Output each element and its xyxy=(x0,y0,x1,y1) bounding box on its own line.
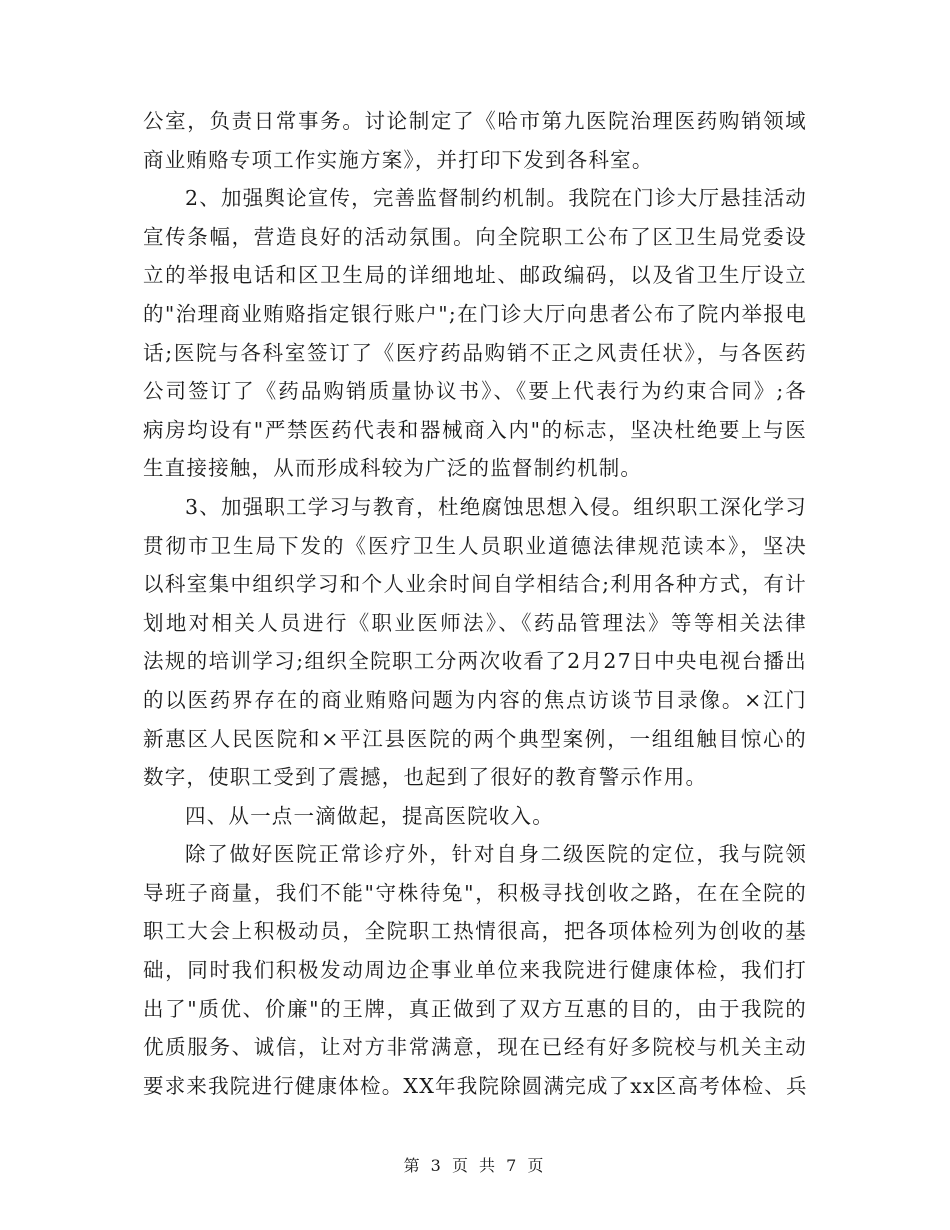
text-line: 导班子商量，我们不能"守株待兔"，积极寻找创收之路，在在全院的 xyxy=(143,880,807,905)
text-line: 础，同时我们积极发动周边企事业单位来我院进行健康体检，我们打 xyxy=(143,958,807,983)
section-heading xyxy=(143,797,807,836)
text-line: 以科室集中组织学习和个人业余时间自学相结合;利用各种方式，有计 xyxy=(143,572,807,597)
text-line: 宣传条幅，营造良好的活动氛围。向全院职工公布了区卫生局党委设 xyxy=(143,224,807,249)
text-line: 四、从一点一滴做起，提高医院收入。 xyxy=(185,803,554,828)
text-line: 贯彻市卫生局下发的《医疗卫生人员职业道德法律规范读本》，坚决 xyxy=(143,533,807,558)
text-line: 优质服务、诚信，让对方非常满意，现在已经有好多院校与机关主动 xyxy=(143,1035,807,1060)
paragraph xyxy=(143,488,807,797)
text-line: 商业贿赂专项工作实施方案》，并打印下发到各科室。 xyxy=(143,147,654,172)
text-line: 除了做好医院正常诊疗外，针对自身二级医院的定位，我与院领 xyxy=(185,842,807,867)
text-line: 新惠区人民医院和×平江县医院的两个典型案例，一组组触目惊心的 xyxy=(143,726,807,751)
document-body xyxy=(143,102,807,1105)
text-line: 要求来我院进行健康体检。XX年我院除圆满完成了xx区高考体检、兵 xyxy=(143,1073,808,1098)
text-line: 公室，负责日常事务。讨论制定了《哈市第九医院治理医药购销领域 xyxy=(143,109,807,133)
text-line: 职工大会上积极动员，全院职工热情很高，把各项体检列为创收的基 xyxy=(143,919,807,944)
page-number-footer: 第 3 页 共 7 页 xyxy=(403,1156,547,1175)
paragraph xyxy=(143,179,807,488)
text-line: 划地对相关人员进行《职业医师法》、《药品管理法》等等相关法律 xyxy=(143,610,807,635)
paragraph xyxy=(143,835,807,1105)
text-line: 病房均设有"严禁医药代表和器械商入内"的标志，坚决杜绝要上与医 xyxy=(143,417,807,442)
text-line: 的"治理商业贿赂指定银行账户";在门诊大厅向患者公布了院内举报电 xyxy=(143,301,807,326)
text-line: 话;医院与各科室签订了《医疗药品购销不正之风责任状》，与各医药 xyxy=(143,340,807,365)
text-line: 3、加强职工学习与教育，杜绝腐蚀思想入侵。组织职工深化学习 xyxy=(185,494,807,519)
text-line: 立的举报电话和区卫生局的详细地址、邮政编码，以及省卫生厅设立 xyxy=(143,263,807,288)
text-line: 生直接接触，从而形成科较为广泛的监督制约机制。 xyxy=(143,456,643,481)
text-line: 数字，使职工受到了震撼，也起到了很好的教育警示作用。 xyxy=(143,765,708,790)
paragraph xyxy=(143,102,807,179)
text-line: 公司签订了《药品购销质量协议书》、《要上代表行为约束合同》;各 xyxy=(143,379,807,404)
text-line: 的以医药界存在的商业贿赂问题为内容的焦点访谈节目录像。×江门 xyxy=(143,687,807,712)
text-line: 出了"质优、价廉"的王牌，真正做到了双方互惠的目的，由于我院的 xyxy=(143,996,807,1021)
text-line: 法规的培训学习;组织全院职工分两次收看了2月27日中央电视台播出 xyxy=(143,649,807,674)
text-line: 2、加强舆论宣传，完善监督制约机制。我院在门诊大厅悬挂活动 xyxy=(185,186,807,211)
